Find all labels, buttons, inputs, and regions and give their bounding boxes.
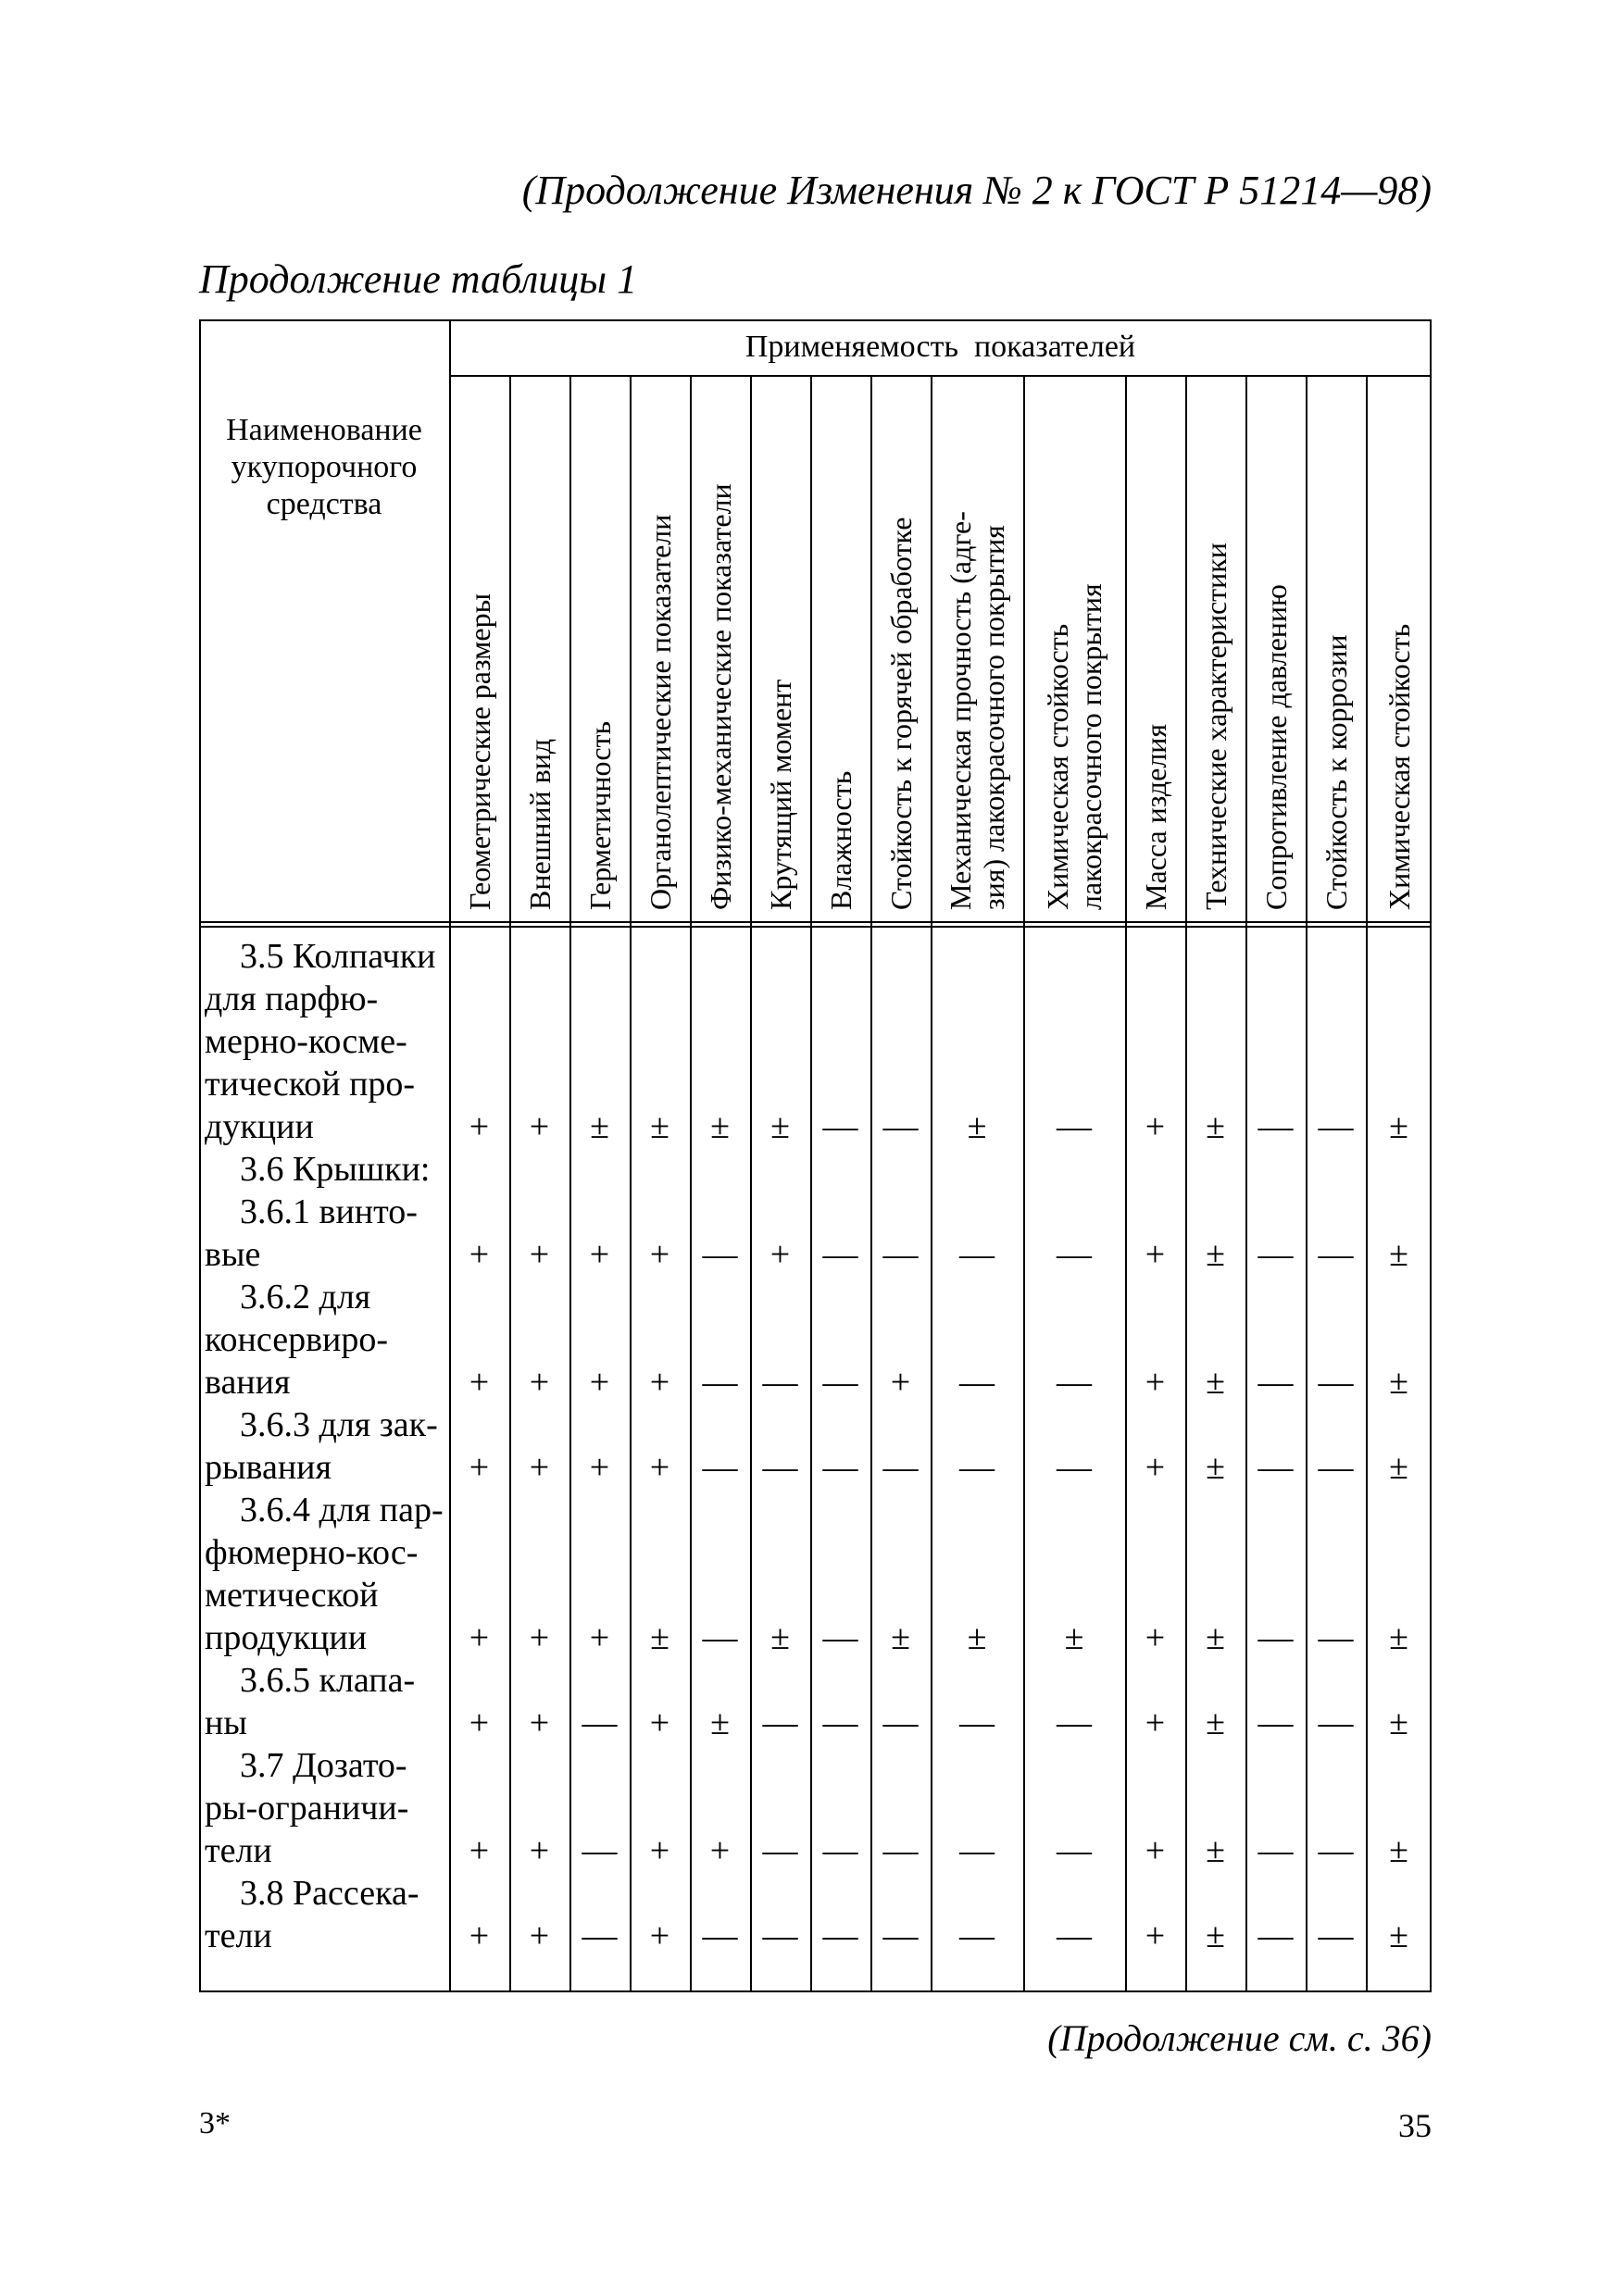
value-mark: —	[582, 1703, 618, 1742]
value-mark: —	[1318, 1703, 1354, 1742]
value-mark: ±	[1389, 1831, 1408, 1870]
value-mark: —	[1057, 1448, 1092, 1487]
row-name-line: консервиро-	[205, 1320, 388, 1359]
row-name-line: 3.6.4 для пар-	[240, 1491, 444, 1529]
value-mark: —	[822, 1703, 858, 1742]
value-mark: —	[1257, 1916, 1294, 1955]
value-mark: —	[882, 1235, 919, 1274]
row-name-line: для парфю-	[205, 980, 379, 1018]
signature-mark: 3*	[199, 2106, 231, 2140]
value-mark: +	[529, 1618, 550, 1657]
column-rule	[870, 375, 872, 1992]
row-name-line: вания	[205, 1363, 291, 1402]
value-mark: +	[529, 1363, 550, 1402]
column-header: Механическая прочность (адге-	[944, 511, 977, 910]
value-mark: ±	[967, 1107, 987, 1146]
value-mark: +	[890, 1363, 911, 1402]
value-mark: ±	[1206, 1363, 1225, 1402]
value-mark: ±	[967, 1618, 987, 1657]
value-mark: —	[702, 1618, 738, 1657]
row-name	[205, 1191, 449, 1276]
name-header-line: укупорочного	[231, 450, 418, 484]
value-mark: —	[1318, 1618, 1354, 1657]
value-mark: ±	[590, 1107, 609, 1146]
value-mark: +	[1145, 1916, 1166, 1955]
value-mark: —	[1257, 1448, 1294, 1487]
column-rule	[569, 375, 571, 1992]
value-mark: —	[822, 1618, 858, 1657]
row-name-line: тели	[205, 1831, 272, 1870]
value-mark: —	[1257, 1703, 1294, 1742]
value-mark: ±	[1389, 1235, 1408, 1274]
value-mark: —	[822, 1235, 858, 1274]
value-mark: +	[769, 1235, 791, 1274]
row-name-line: 3.6.2 для	[240, 1278, 371, 1316]
value-mark: +	[529, 1916, 550, 1955]
value-mark: —	[1257, 1107, 1294, 1146]
column-header: Физико-механические показатели	[703, 483, 737, 910]
value-mark: —	[822, 1363, 858, 1402]
row-name-line: тической про-	[205, 1065, 416, 1104]
column-rule	[1306, 375, 1307, 1992]
value-mark: —	[822, 1107, 858, 1146]
name-column-header	[199, 412, 449, 523]
value-mark: +	[1145, 1448, 1166, 1487]
value-mark: —	[959, 1235, 995, 1274]
group-header: Применяемость показателей	[744, 330, 1136, 364]
row-name	[205, 1404, 449, 1489]
value-mark: ±	[1389, 1363, 1408, 1402]
value-mark: ±	[1389, 1703, 1408, 1742]
value-mark: +	[649, 1235, 670, 1274]
value-mark: —	[822, 1831, 858, 1870]
value-mark: ±	[650, 1618, 669, 1657]
row-name	[205, 1744, 449, 1872]
value-mark: ±	[710, 1107, 730, 1146]
column-rule	[1023, 375, 1025, 1992]
continuation-note: (Продолжение см. с. 36)	[1047, 2017, 1432, 2059]
row-name-line: фюмерно-кос-	[205, 1533, 419, 1572]
value-mark: —	[702, 1448, 738, 1487]
value-mark: —	[959, 1448, 995, 1487]
value-mark: —	[1257, 1618, 1294, 1657]
value-mark: ±	[1206, 1107, 1225, 1146]
column-header: Технические характеристики	[1198, 543, 1232, 910]
value-mark: —	[959, 1703, 995, 1742]
value-mark: +	[1145, 1831, 1166, 1870]
column-header: Крутящий момент	[763, 679, 797, 910]
value-mark: +	[649, 1363, 670, 1402]
column-header: Геометрические размеры	[462, 593, 496, 910]
value-mark: ±	[1389, 1618, 1408, 1657]
column-rule	[810, 375, 812, 1992]
value-mark: +	[1145, 1703, 1166, 1742]
value-mark: —	[959, 1831, 995, 1870]
value-mark: ±	[650, 1107, 669, 1146]
value-mark: —	[702, 1363, 738, 1402]
row-name-line: 3.6 Крышки:	[240, 1150, 431, 1189]
row-name-line: продукции	[205, 1618, 368, 1657]
column-rule	[690, 375, 692, 1992]
value-mark: +	[709, 1831, 731, 1870]
running-header: (Продолжение Изменения № 2 к ГОСТ Р 51214—98)	[521, 168, 1432, 213]
table-caption: Продолжение таблицы 1	[199, 256, 638, 302]
value-mark: ±	[770, 1618, 790, 1657]
row-name-line: 3.7 Дозато-	[240, 1746, 407, 1785]
value-mark: —	[1257, 1235, 1294, 1274]
value-mark: —	[762, 1363, 798, 1402]
value-mark: —	[1057, 1703, 1092, 1742]
value-mark: —	[1057, 1831, 1092, 1870]
row-name	[205, 1148, 449, 1191]
value-mark: ±	[1206, 1703, 1225, 1742]
column-header: Масса изделия	[1138, 723, 1172, 910]
value-mark: +	[529, 1235, 550, 1274]
row-name	[205, 935, 449, 1148]
value-mark: —	[582, 1916, 618, 1955]
value-mark: —	[882, 1107, 919, 1146]
value-mark: +	[469, 1831, 490, 1870]
value-mark: —	[1318, 1235, 1354, 1274]
column-header: Внешний вид	[522, 738, 557, 910]
applicability-table	[199, 319, 1432, 1992]
value-mark: —	[582, 1831, 618, 1870]
value-mark: +	[649, 1831, 670, 1870]
page-number: 35	[1398, 2107, 1432, 2144]
column-header: Стойкость к горячей обработке	[883, 517, 918, 910]
value-mark: —	[882, 1831, 919, 1870]
value-mark: ±	[1206, 1831, 1225, 1870]
value-mark: —	[1057, 1235, 1092, 1274]
row-name-line: тели	[205, 1916, 272, 1955]
value-mark: +	[649, 1703, 670, 1742]
value-mark: +	[1145, 1107, 1166, 1146]
column-header: Стойкость к коррозии	[1319, 634, 1353, 910]
value-mark: —	[762, 1831, 798, 1870]
value-mark: —	[1257, 1363, 1294, 1402]
value-mark: ±	[1206, 1448, 1225, 1487]
value-mark: —	[1318, 1916, 1354, 1955]
value-mark: —	[1057, 1916, 1092, 1955]
row-name	[205, 1276, 449, 1404]
column-rule	[509, 375, 511, 1992]
column-rule	[1125, 375, 1127, 1992]
row-name-line: метической	[205, 1576, 379, 1615]
value-mark: —	[959, 1916, 995, 1955]
value-mark: ±	[1206, 1618, 1225, 1657]
value-mark: +	[469, 1703, 490, 1742]
value-mark: —	[1057, 1107, 1092, 1146]
value-mark: —	[702, 1916, 738, 1955]
column-rule	[750, 375, 752, 1992]
value-mark: +	[1145, 1618, 1166, 1657]
name-header-line: средства	[266, 487, 382, 521]
column-header: Органолептические показатели	[643, 514, 677, 910]
value-mark: +	[529, 1703, 550, 1742]
value-mark: +	[469, 1107, 490, 1146]
value-mark: +	[589, 1618, 610, 1657]
table-border-top	[199, 319, 1432, 321]
value-mark: —	[1057, 1363, 1092, 1402]
value-mark: +	[589, 1235, 610, 1274]
row-name-line: рывания	[205, 1448, 332, 1487]
value-mark: —	[822, 1448, 858, 1487]
value-mark: —	[702, 1235, 738, 1274]
value-mark: ±	[1206, 1916, 1225, 1955]
column-rule	[1366, 375, 1368, 1992]
column-header: лакокрасочного покрытия	[1074, 583, 1107, 910]
value-mark: +	[469, 1618, 490, 1657]
value-mark: +	[649, 1916, 670, 1955]
value-mark: +	[589, 1363, 610, 1402]
value-mark: +	[1145, 1235, 1166, 1274]
column-header: зия) лакокрасочного покрытия	[977, 525, 1010, 910]
value-mark: —	[882, 1703, 919, 1742]
table-border-left	[199, 319, 201, 1992]
column-header: Химическая стойкость	[1041, 623, 1074, 910]
value-mark: —	[762, 1703, 798, 1742]
row-name-line: 3.6.1 винто-	[240, 1192, 418, 1231]
column-header: Влажность	[823, 770, 857, 910]
value-mark: +	[469, 1448, 490, 1487]
value-mark: +	[469, 1916, 490, 1955]
value-mark: —	[1318, 1107, 1354, 1146]
column-rule	[630, 375, 632, 1992]
value-mark: +	[649, 1448, 670, 1487]
value-mark: —	[1318, 1448, 1354, 1487]
row-name	[205, 1489, 449, 1659]
value-mark: ±	[770, 1107, 790, 1146]
value-mark: ±	[1389, 1448, 1408, 1487]
value-mark: —	[822, 1916, 858, 1955]
row-name	[205, 1872, 449, 1957]
value-mark: +	[469, 1363, 490, 1402]
value-mark: —	[762, 1448, 798, 1487]
value-mark: +	[529, 1831, 550, 1870]
column-header: Сопротивление давлению	[1258, 584, 1293, 910]
value-mark: ±	[891, 1618, 910, 1657]
row-name-line: дукции	[205, 1107, 314, 1146]
row-name-line: 3.6.5 клапа-	[240, 1661, 416, 1700]
group-header-rule	[449, 375, 1432, 377]
value-mark: ±	[710, 1703, 730, 1742]
value-mark: —	[1257, 1831, 1294, 1870]
value-mark: +	[529, 1448, 550, 1487]
row-name-line: ры-ограничи-	[205, 1789, 409, 1828]
column-rule	[931, 375, 932, 1992]
column-rule	[1245, 375, 1247, 1992]
value-mark: —	[1318, 1831, 1354, 1870]
column-header: Герметичность	[582, 720, 617, 910]
value-mark: ±	[1206, 1235, 1225, 1274]
value-mark: +	[469, 1235, 490, 1274]
value-mark: —	[959, 1363, 995, 1402]
column-rule	[1185, 375, 1187, 1992]
value-mark: +	[589, 1448, 610, 1487]
value-mark: —	[762, 1916, 798, 1955]
row-name-line: 3.6.3 для зак-	[240, 1405, 438, 1444]
row-name-line: 3.5 Колпачки	[240, 937, 436, 976]
value-mark: —	[882, 1916, 919, 1955]
value-mark: ±	[1389, 1107, 1408, 1146]
value-mark: +	[529, 1107, 550, 1146]
value-mark: ±	[1064, 1618, 1084, 1657]
name-header-line: Наименование	[226, 413, 422, 447]
row-name-line: ны	[205, 1703, 247, 1742]
row-name-line: вые	[205, 1235, 261, 1274]
value-mark: ±	[1389, 1916, 1408, 1955]
value-mark: —	[1318, 1363, 1354, 1402]
row-name	[205, 1659, 449, 1744]
value-mark: +	[1145, 1363, 1166, 1402]
value-mark: —	[882, 1448, 919, 1487]
row-name-line: 3.8 Рассека-	[240, 1874, 419, 1913]
column-header: Химическая стойкость	[1382, 623, 1416, 910]
row-name-line: мерно-космe-	[205, 1022, 407, 1061]
